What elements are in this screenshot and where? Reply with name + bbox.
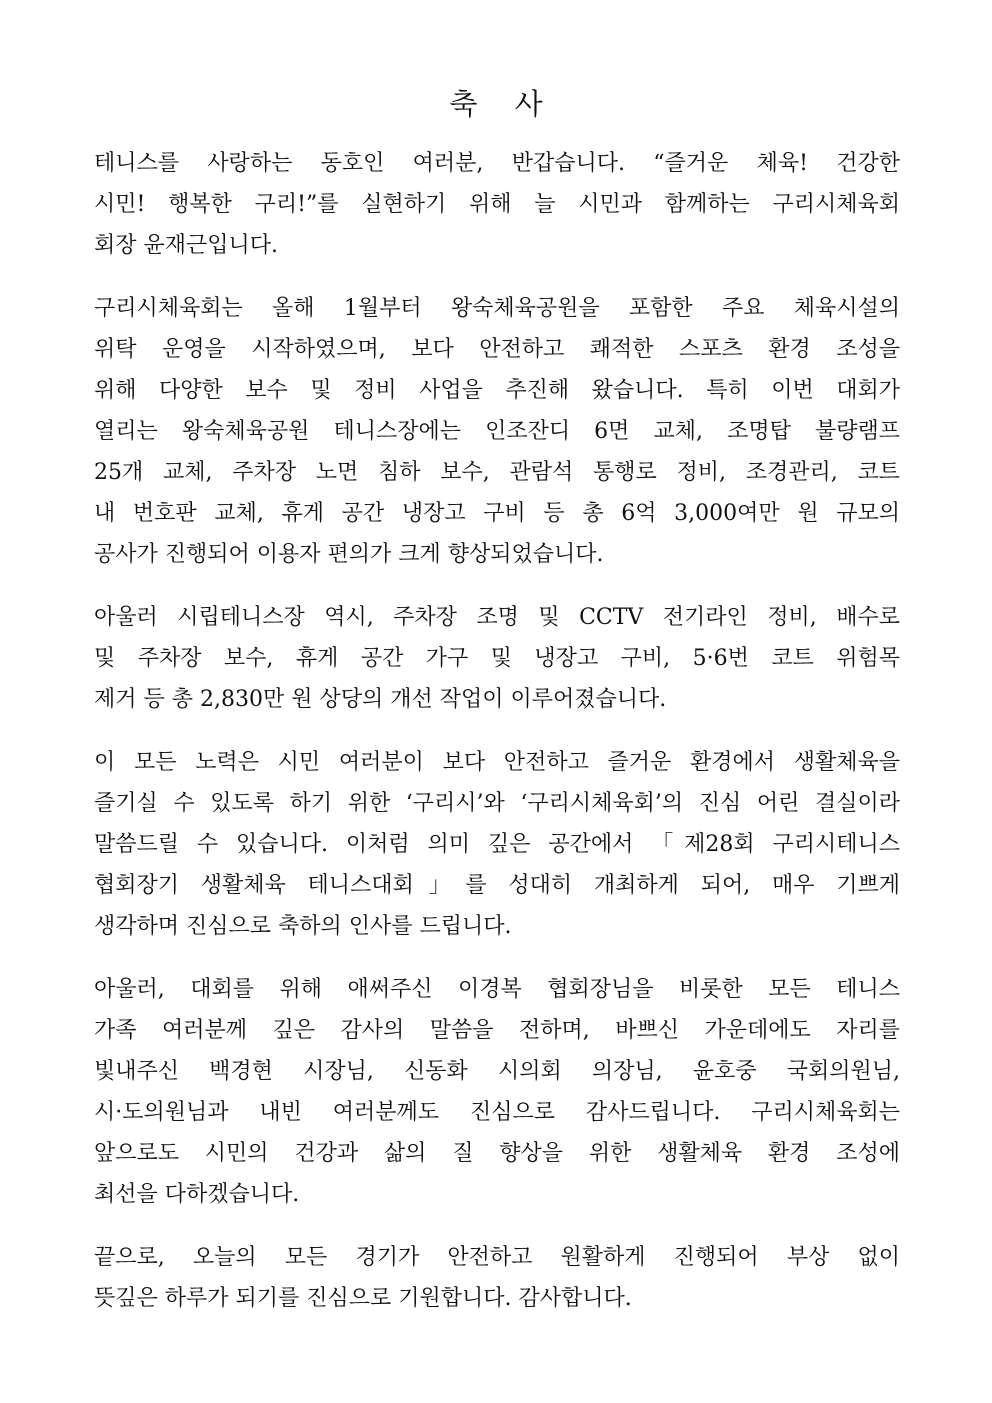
text-line: 회장 윤재근입니다. xyxy=(94,233,279,258)
text-line: 즐기실 수 있도록 하기 위한 ‘구리시’와 ‘구리시체육회’의 진심 어린 결실이라 xyxy=(94,791,900,816)
paragraph-facility-works xyxy=(94,288,900,575)
text-line: 빛내주신 백경현 시장님, 신동화 시의회 의장님, 윤호중 국회의원님, xyxy=(94,1059,900,1084)
text-line: 아울러, 대회를 위해 애써주신 이경복 협회장님을 비롯한 모든 테니스 xyxy=(94,977,900,1002)
text-line: 뜻깊은 하루가 되기를 진심으로 기원합니다. 감사합니다. xyxy=(94,1286,632,1311)
paragraph-thanks xyxy=(94,969,900,1215)
paragraph-municipal-court xyxy=(94,597,900,720)
text-line: 구리시체육회는 올해 1월부터 왕숙체육공원을 포함한 주요 체육시설의 xyxy=(94,296,900,321)
text-line: 말씀드릴 수 있습니다. 이처럼 의미 깊은 공간에서 「제28회 구리시테니스 xyxy=(94,832,900,857)
text-line: 아울러 시립테니스장 역시, 주차장 조명 및 CCTV 전기라인 정비, 배수로 xyxy=(94,605,900,630)
text-line: 이 모든 노력은 시민 여러분이 보다 안전하고 즐거운 환경에서 생활체육을 xyxy=(94,750,900,775)
text-line: 공사가 진행되어 이용자 편의가 크게 향상되었습니다. xyxy=(94,542,604,567)
text-line: 내 번호판 교체, 휴게 공간 냉장고 구비 등 총 6억 3,000여만 원 규모의 xyxy=(94,501,900,526)
text-line: 앞으로도 시민의 건강과 삶의 질 향상을 위한 생활체육 환경 조성에 xyxy=(94,1141,900,1166)
paragraph-closing xyxy=(94,1237,900,1319)
text-line: 테니스를 사랑하는 동호인 여러분, 반갑습니다. “즐거운 체육! 건강한 xyxy=(94,151,900,176)
document-body xyxy=(94,143,900,1341)
text-line: 최선을 다하겠습니다. xyxy=(94,1182,300,1207)
text-line: 25개 교체, 주차장 노면 침하 보수, 관람석 통행로 정비, 조경관리, 코트 xyxy=(94,460,900,485)
text-line: 생각하며 진심으로 축하의 인사를 드립니다. xyxy=(94,914,512,939)
text-line: 및 주차장 보수, 휴게 공간 가구 및 냉장고 구비, 5·6번 코트 위험목 xyxy=(94,646,900,671)
text-line: 시·도의원님과 내빈 여러분께도 진심으로 감사드립니다. 구리시체육회는 xyxy=(94,1100,900,1125)
text-line: 위해 다양한 보수 및 정비 사업을 추진해 왔습니다. 특히 이번 대회가 xyxy=(94,378,900,403)
text-line: 가족 여러분께 깊은 감사의 말씀을 전하며, 바쁘신 가운데에도 자리를 xyxy=(94,1018,900,1043)
text-line: 끝으로, 오늘의 모든 경기가 안전하고 원활하게 진행되어 부상 없이 xyxy=(94,1245,900,1270)
paragraph-greeting xyxy=(94,143,900,266)
text-line: 시민! 행복한 구리!”를 실현하기 위해 늘 시민과 함께하는 구리시체육회 xyxy=(94,192,900,217)
text-line: 제거 등 총 2,830만 원 상당의 개선 작업이 이루어졌습니다. xyxy=(94,687,667,712)
text-line: 위탁 운영을 시작하였으며, 보다 안전하고 쾌적한 스포츠 환경 조성을 xyxy=(94,337,900,362)
document-title: 축 사 xyxy=(449,87,557,121)
text-line: 열리는 왕숙체육공원 테니스장에는 인조잔디 6면 교체, 조명탑 불량램프 xyxy=(94,419,900,444)
paragraph-congratulations xyxy=(94,742,900,947)
text-line: 협회장기 생활체육 테니스대회」를 성대히 개최하게 되어, 매우 기쁘게 xyxy=(94,873,900,898)
